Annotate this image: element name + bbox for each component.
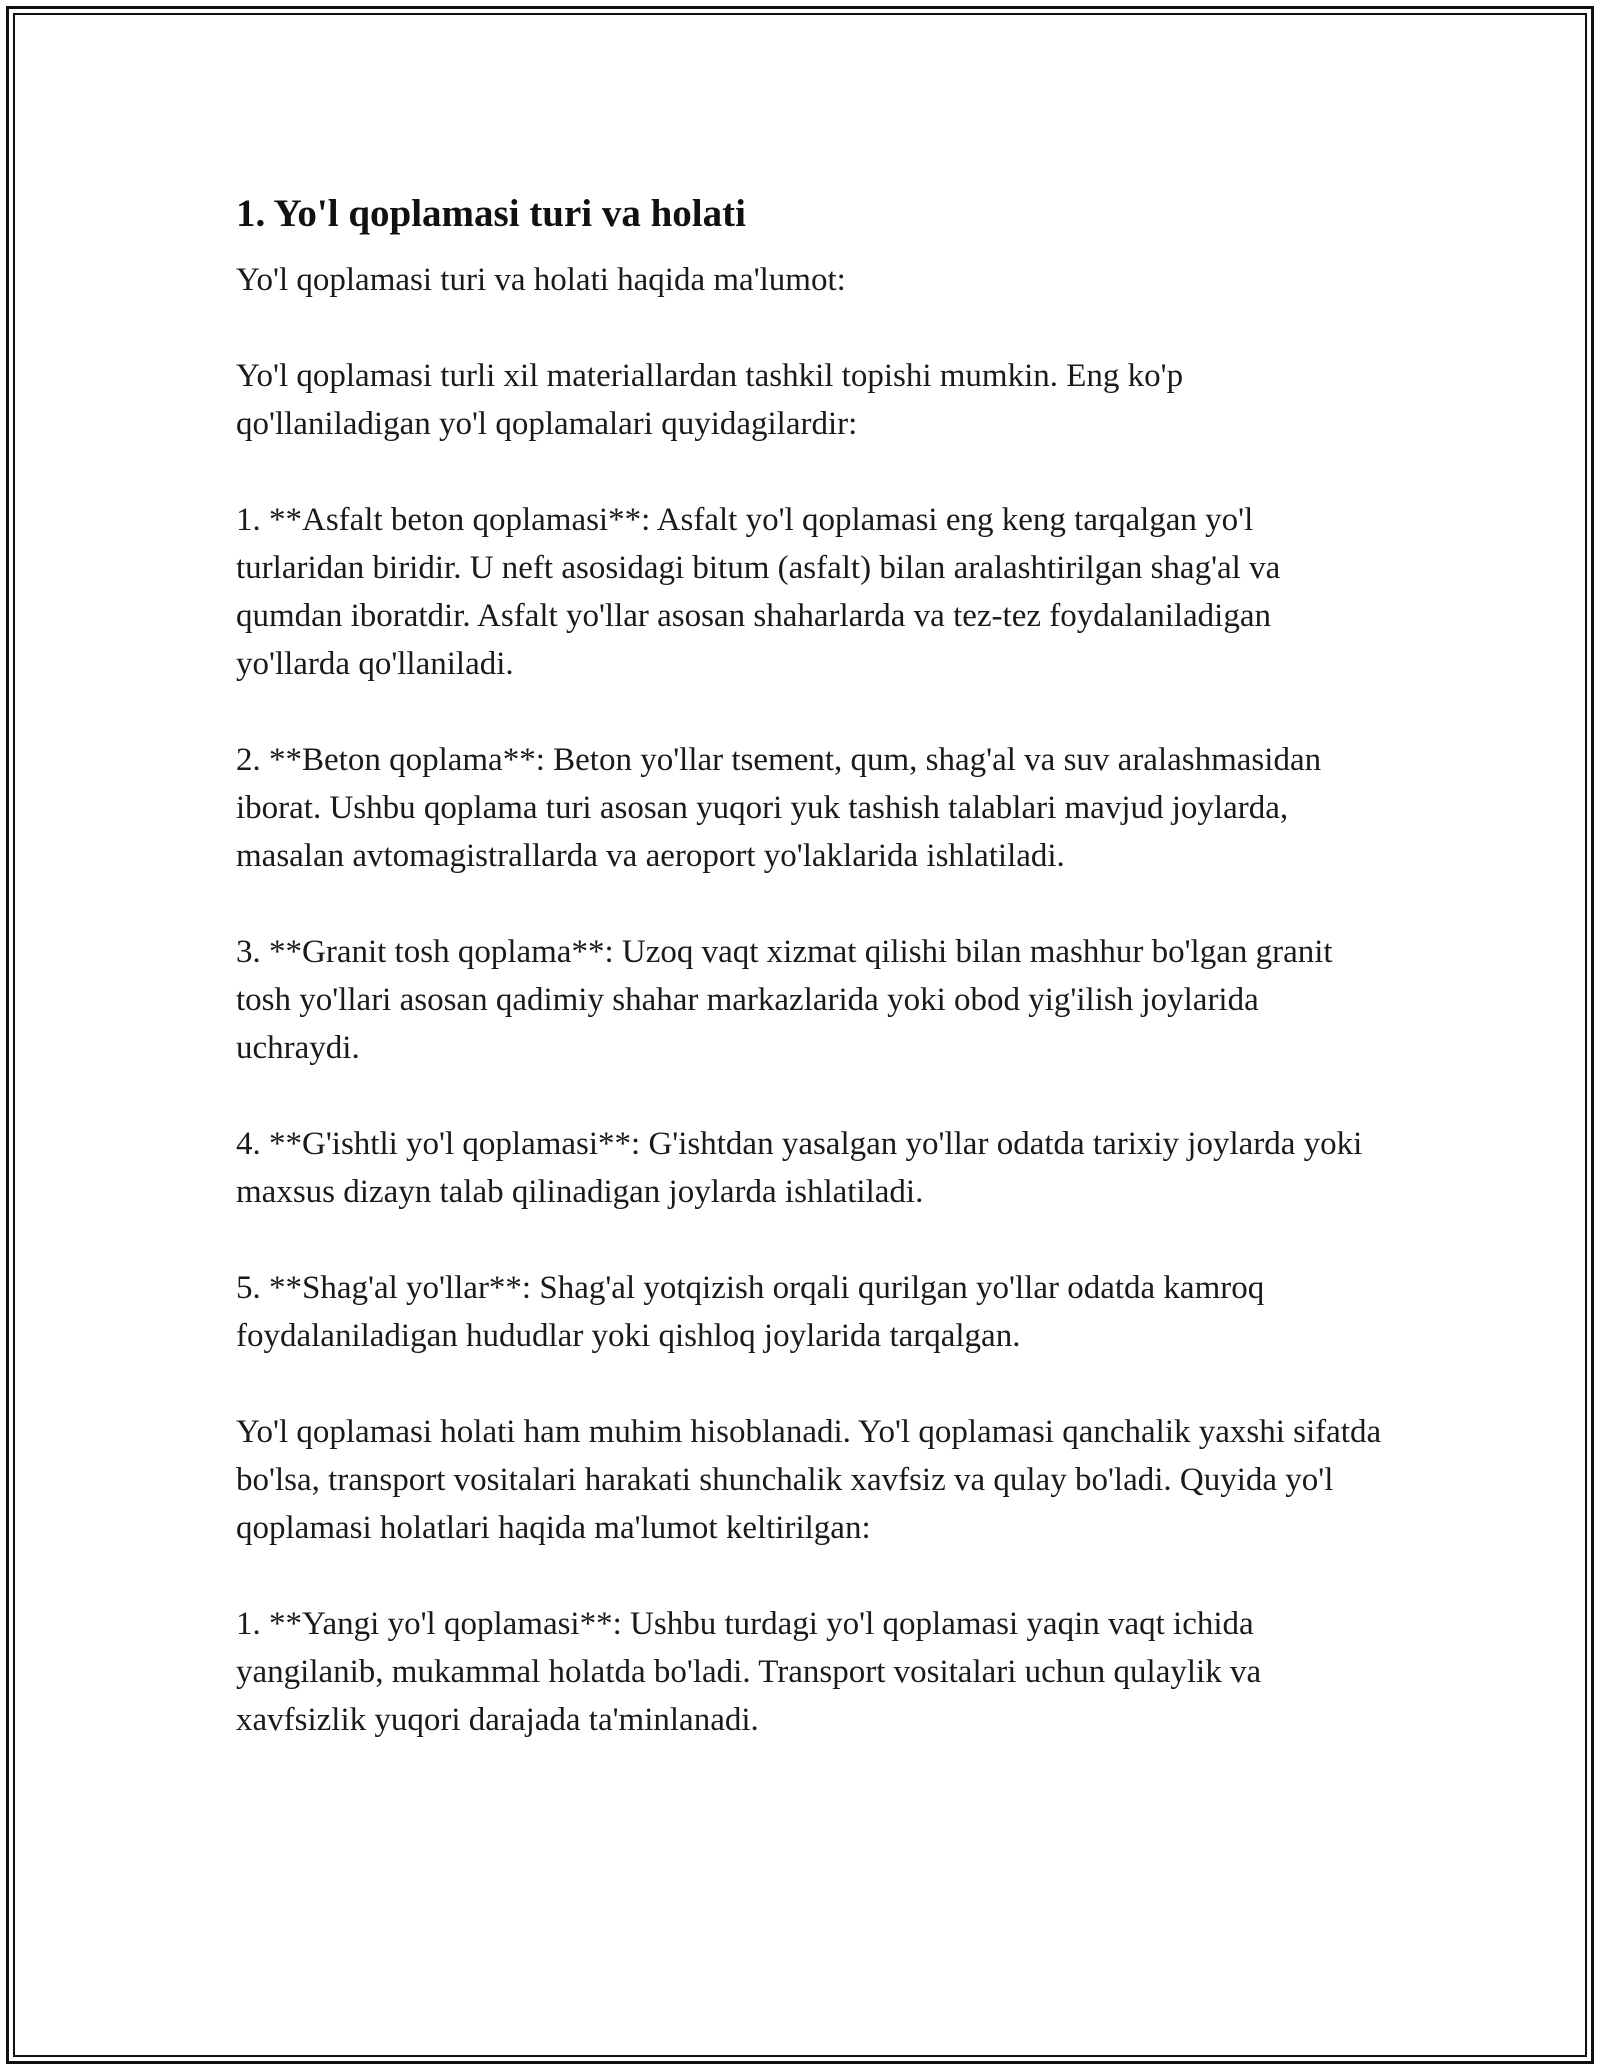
list-item-new-road: 1. **Yangi yo'l qoplamasi**: Ushbu turdagi yo'l qoplamasi yaqin vaqt ichida yangilanib, mukammal holatda bo'ladi. Transport vositalari uchun qulaylik va xavfsizlik yuqori darajada ta'minlanadi.: [236, 1606, 1262, 1738]
materials-paragraph: Yo'l qoplamasi turli xil materiallardan tashkil topishi mumkin. Eng ko'p qo'llaniladigan yo'l qoplamalari quyidagilardir:: [236, 358, 1184, 442]
condition-paragraph: Yo'l qoplamasi holati ham muhim hisoblanadi. Yo'l qoplamasi qanchalik yaxshi sifatda bo'lsa, transport vositalari harakati shunchalik xavfsiz va qulay bo'ladi. Quyida yo'l qoplamasi holatlari haqida ma'lumot keltirilgan:: [236, 1414, 1382, 1546]
list-item-concrete: 2. **Beton qoplama**: Beton yo'llar tsement, qum, shag'al va suv aralashmasidan iborat. Ushbu qoplama turi asosan yuqori yuk tashish talablari mavjud joylarda, masalan avtomagistrallarda va aeroport yo'laklarida ishlatiladi.: [236, 742, 1322, 874]
list-item-asphalt: 1. **Asfalt beton qoplamasi**: Asfalt yo'l qoplamasi eng keng tarqalgan yo'l turlaridan biridir. U neft asosidagi bitum (asfalt) bilan aralashtirilgan shag'al va qumdan iboratdir. Asfalt yo'llar asosan shaharlarda va tez-tez foydalaniladigan yo'llarda qo'llaniladi.: [236, 502, 1281, 682]
list-item-brick: 4. **G'ishtli yo'l qoplamasi**: G'ishtdan yasalgan yo'llar odatda tarixiy joylarda yoki maxsus dizayn talab qilinadigan joylarda ishlatiladi.: [236, 1126, 1363, 1210]
section-heading: 1. Yo'l qoplamasi turi va holati: [236, 192, 746, 235]
document-body: [236, 188, 1386, 1744]
intro-paragraph: Yo'l qoplamasi turi va holati haqida ma'lumot:: [236, 262, 846, 298]
list-item-granite: 3. **Granit tosh qoplama**: Uzoq vaqt xizmat qilishi bilan mashhur bo'lgan granit tosh yo'llari asosan qadimiy shahar markazlarida yoki obod yig'ilish joylarida uchraydi.: [236, 934, 1333, 1066]
list-item-gravel: 5. **Shag'al yo'llar**: Shag'al yotqizish orqali qurilgan yo'llar odatda kamroq foydalaniladigan hududlar yoki qishloq joylarida tarqalgan.: [236, 1270, 1265, 1354]
